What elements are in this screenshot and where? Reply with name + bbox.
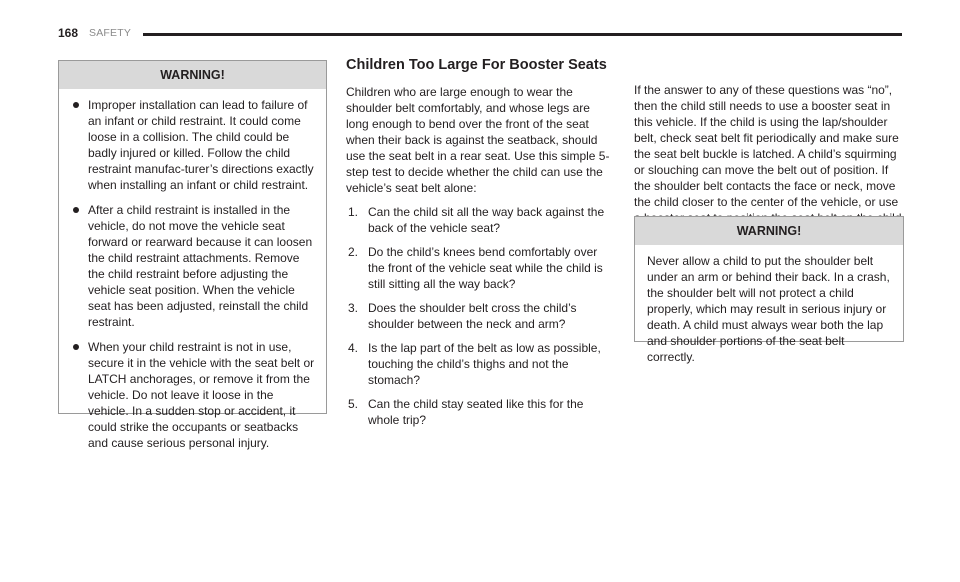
warning-item: When your child restraint is not in use, secure it in the vehicle with the seat belt or LATCH anchorages, or remove it from the vehicle. Do not leave it loose in the vehicle. In a sudden stop or accident, it could strike the occupants or seatbacks and cause serious personal injury. (71, 339, 316, 451)
warning-item: Improper installation can lead to failure of an infant or child restraint. It could come loose in a collision. The child could be badly injured or killed. Follow the child restraint manufac-turer’s directions exactly when installing an infant or child restraint. (71, 97, 316, 193)
bullet-icon (73, 207, 79, 213)
warning-item: After a child restraint is installed in the vehicle, do not move the vehicle seat forward or rearward because it can loosen the child restraint attachments. Remove the child restraint before adjusting the vehicle seat position. When the vehicle seat has been adjusted, reinstall the child restraint. (71, 202, 316, 330)
warning-box-left (58, 60, 327, 450)
test-steps-list (346, 204, 614, 428)
warning-body (635, 245, 903, 373)
list-item: 5. Can the child stay seated like this for the whole trip? (348, 397, 584, 427)
list-item: 4. Is the lap part of the belt as low as possible, touching the child’s thighs and not the stomach? (348, 341, 601, 387)
warning-body (59, 89, 326, 459)
warning-box-right (634, 216, 904, 364)
list-item: 1. Can the child sit all the way back against the back of the vehicle seat? (348, 205, 605, 235)
intro-paragraph: Children who are large enough to wear the shoulder belt comfortably, and whose legs are long enough to bend over the front of the seat when their back is against the seatback, should use the seat belt in a rear seat. Use this simple 5-step test to decide whether the child can use the vehicle’s seat belt alone: (346, 85, 610, 195)
list-item: 3. Does the shoulder belt cross the child’s shoulder between the neck and arm? (348, 301, 577, 331)
section-heading: Children Too Large For Booster Seats (346, 57, 607, 73)
warning-title: WARNING! (635, 217, 903, 245)
bullet-icon (73, 102, 79, 108)
warning-text: Never allow a child to put the shoulder belt under an arm or behind their back. In a crash, the shoulder belt will not protect a child properly, which may result in serious injury or death. A child must always wear both the lap and shoulder portions of the seat belt correctly. (647, 254, 890, 364)
page-header (58, 26, 902, 42)
list-item: 2. Do the child’s knees bend comfortably over the front of the vehicle seat while the child is still sitting all the way back? (348, 245, 603, 291)
section-title: SAFETY (89, 27, 132, 39)
answer-paragraph: If the answer to any of these questions was “no”, then the child still needs to use a booster seat in this vehicle. If the child is using the lap/shoulder belt, check seat belt fit periodically and make sure the seat belt buckle is latched. A child’s squirming or slouching can move the belt out of position. If the shoulder belt contacts the face or neck, move the child closer to the center of the vehicle, or use (634, 83, 899, 209)
page-number: 168 (58, 26, 79, 40)
bullet-icon (73, 344, 79, 350)
header-rule (143, 33, 902, 36)
main-column (346, 56, 614, 436)
warning-title: WARNING! (59, 61, 326, 89)
